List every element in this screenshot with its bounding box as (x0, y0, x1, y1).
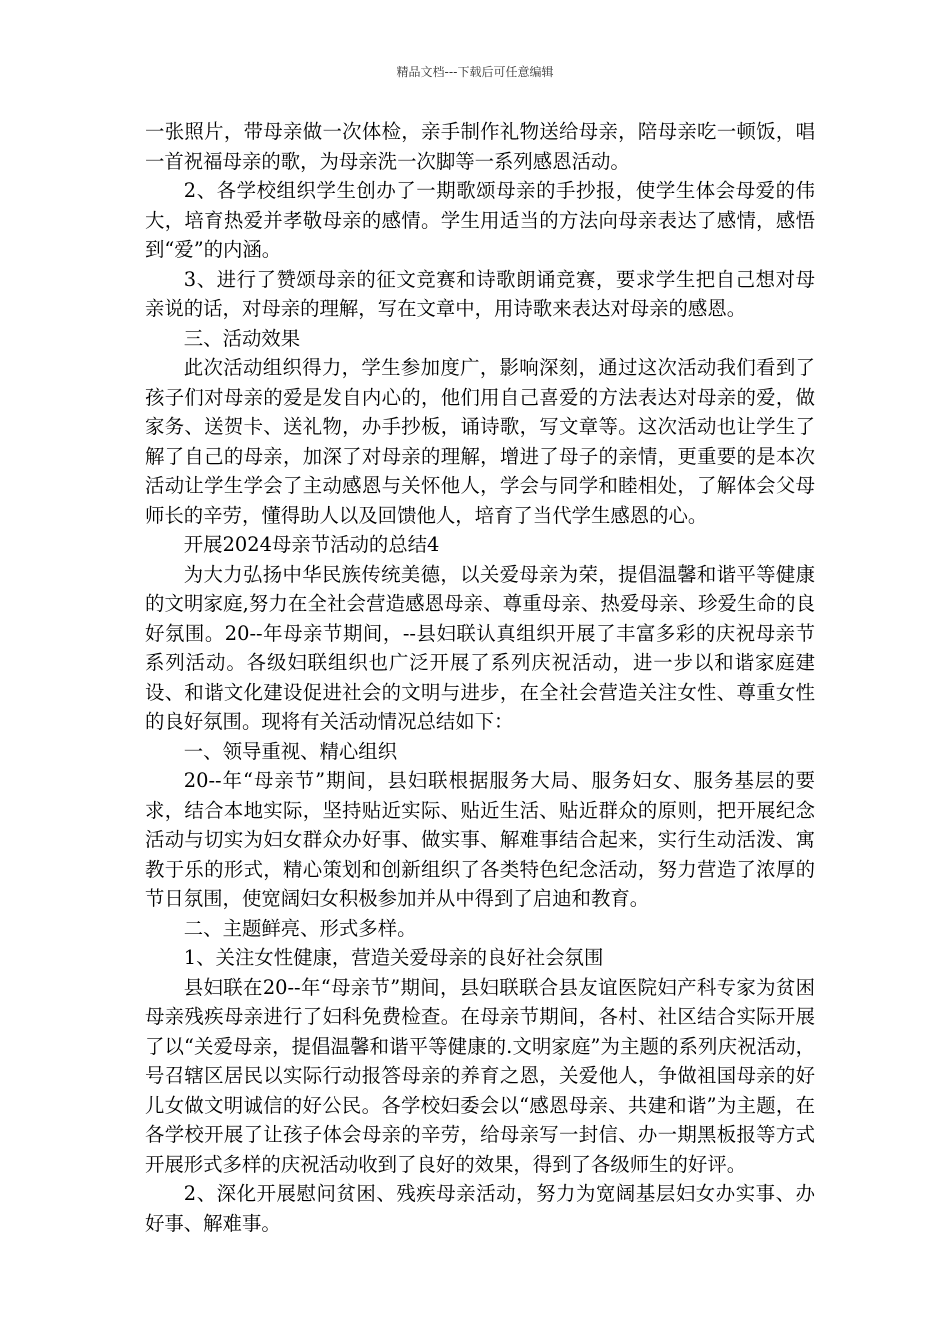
document-body (145, 117, 815, 1238)
paragraph: 为大力弘扬中华民族传统美德，以关爱母亲为荣，提倡温馨和谐平等健康的文明家庭,努力在全社会营造感恩母亲、尊重母亲、热爱母亲、珍爱生命的良好氛围。20--年母亲节期间，--县妇联认真组织开展了丰富多彩的庆祝母亲节系列活动。各级妇联组织也广泛开展了系列庆祝活动，进一步以和谐家庭建设、和谐文化建设促进社会的文明与进步，在全社会营造关注女性、尊重女性的良好氛围。现将有关活动情况总结如下： (145, 562, 815, 733)
document-title: 开展2024母亲节活动的总结4 (183, 533, 440, 556)
paragraph: 2、深化开展慰问贫困、残疾母亲活动，努力为宽阔基层妇女办实事、办好事、解难事。 (145, 1182, 815, 1235)
section-heading: 一、领导重视、精心组织 (183, 739, 398, 763)
page-header: 精品文档---下载后可任意编辑 (396, 65, 554, 79)
paragraph: 一张照片，带母亲做一次体检，亲手制作礼物送给母亲，陪母亲吃一顿饭，唱一首祝福母亲的歌，为母亲洗一次脚等一系列感恩活动。 (145, 120, 815, 173)
paragraph: 县妇联在20--年“母亲节”期间，县妇联联合县友谊医院妇产科专家为贫困母亲残疾母亲进行了妇科免费检查。在母亲节期间，各村、社区结合实际开展了以“关爱母亲，提倡温馨和谐平等健康的.文明家庭”为主题的系列庆祝活动，号召辖区居民以实际行动报答母亲的养育之恩，关爱他人，争做祖国母亲的好儿女做文明诚信的好公民。各学校妇委会以“感恩母亲、共建和谐”为主题，在各学校开展了让孩子体会母亲的辛劳，给母亲写一封信、办一期黑板报等方式开展形式多样的庆祝活动收到了良好的效果，得到了各级师生的好评。 (145, 975, 815, 1176)
section-heading: 二、主题鲜亮、形式多样。 (183, 916, 417, 940)
subsection-heading: 1、关注女性健康，营造关爱母亲的良好社会氛围 (183, 946, 604, 969)
paragraph: 此次活动组织得力，学生参加度广，影响深刻，通过这次活动我们看到了孩子们对母亲的爱是发自内心的，他们用自己喜爱的方法表达对母亲的爱，做家务、送贺卡、送礼物，办手抄板，诵诗歌，写文章等。这次活动也让学生了解了自己的母亲，加深了对母亲的理解，增进了母子的亲情，更重要的是本次活动让学生学会了主动感恩与关怀他人，学会与同学和睦相处，了解体会父母师长的辛劳，懂得助人以及回馈他人，培育了当代学生感恩的心。 (145, 356, 815, 527)
paragraph: 3、进行了赞颂母亲的征文竞赛和诗歌朗诵竞赛，要求学生把自己想对母亲说的话，对母亲的理解，写在文章中，用诗歌来表达对母亲的感恩。 (145, 267, 815, 320)
section-heading: 三、活动效果 (183, 326, 301, 350)
paragraph: 20--年“母亲节”期间，县妇联根据服务大局、服务妇女、服务基层的要求，结合本地实际，坚持贴近实际、贴近生活、贴近群众的原则，把开展纪念活动与切实为妇女群众办好事、做实事、解难事结合起来，实行生动活泼、寓教于乐的形式，精心策划和创新组织了各类特色纪念活动，努力营造了浓厚的节日氛围，使宽阔妇女积极参加并从中得到了启迪和教育。 (145, 769, 815, 910)
paragraph: 2、各学校组织学生创办了一期歌颂母亲的手抄报，使学生体会母爱的伟大，培育热爱并孝敬母亲的感情。学生用适当的方法向母亲表达了感情，感悟到“爱”的内涵。 (145, 179, 815, 261)
